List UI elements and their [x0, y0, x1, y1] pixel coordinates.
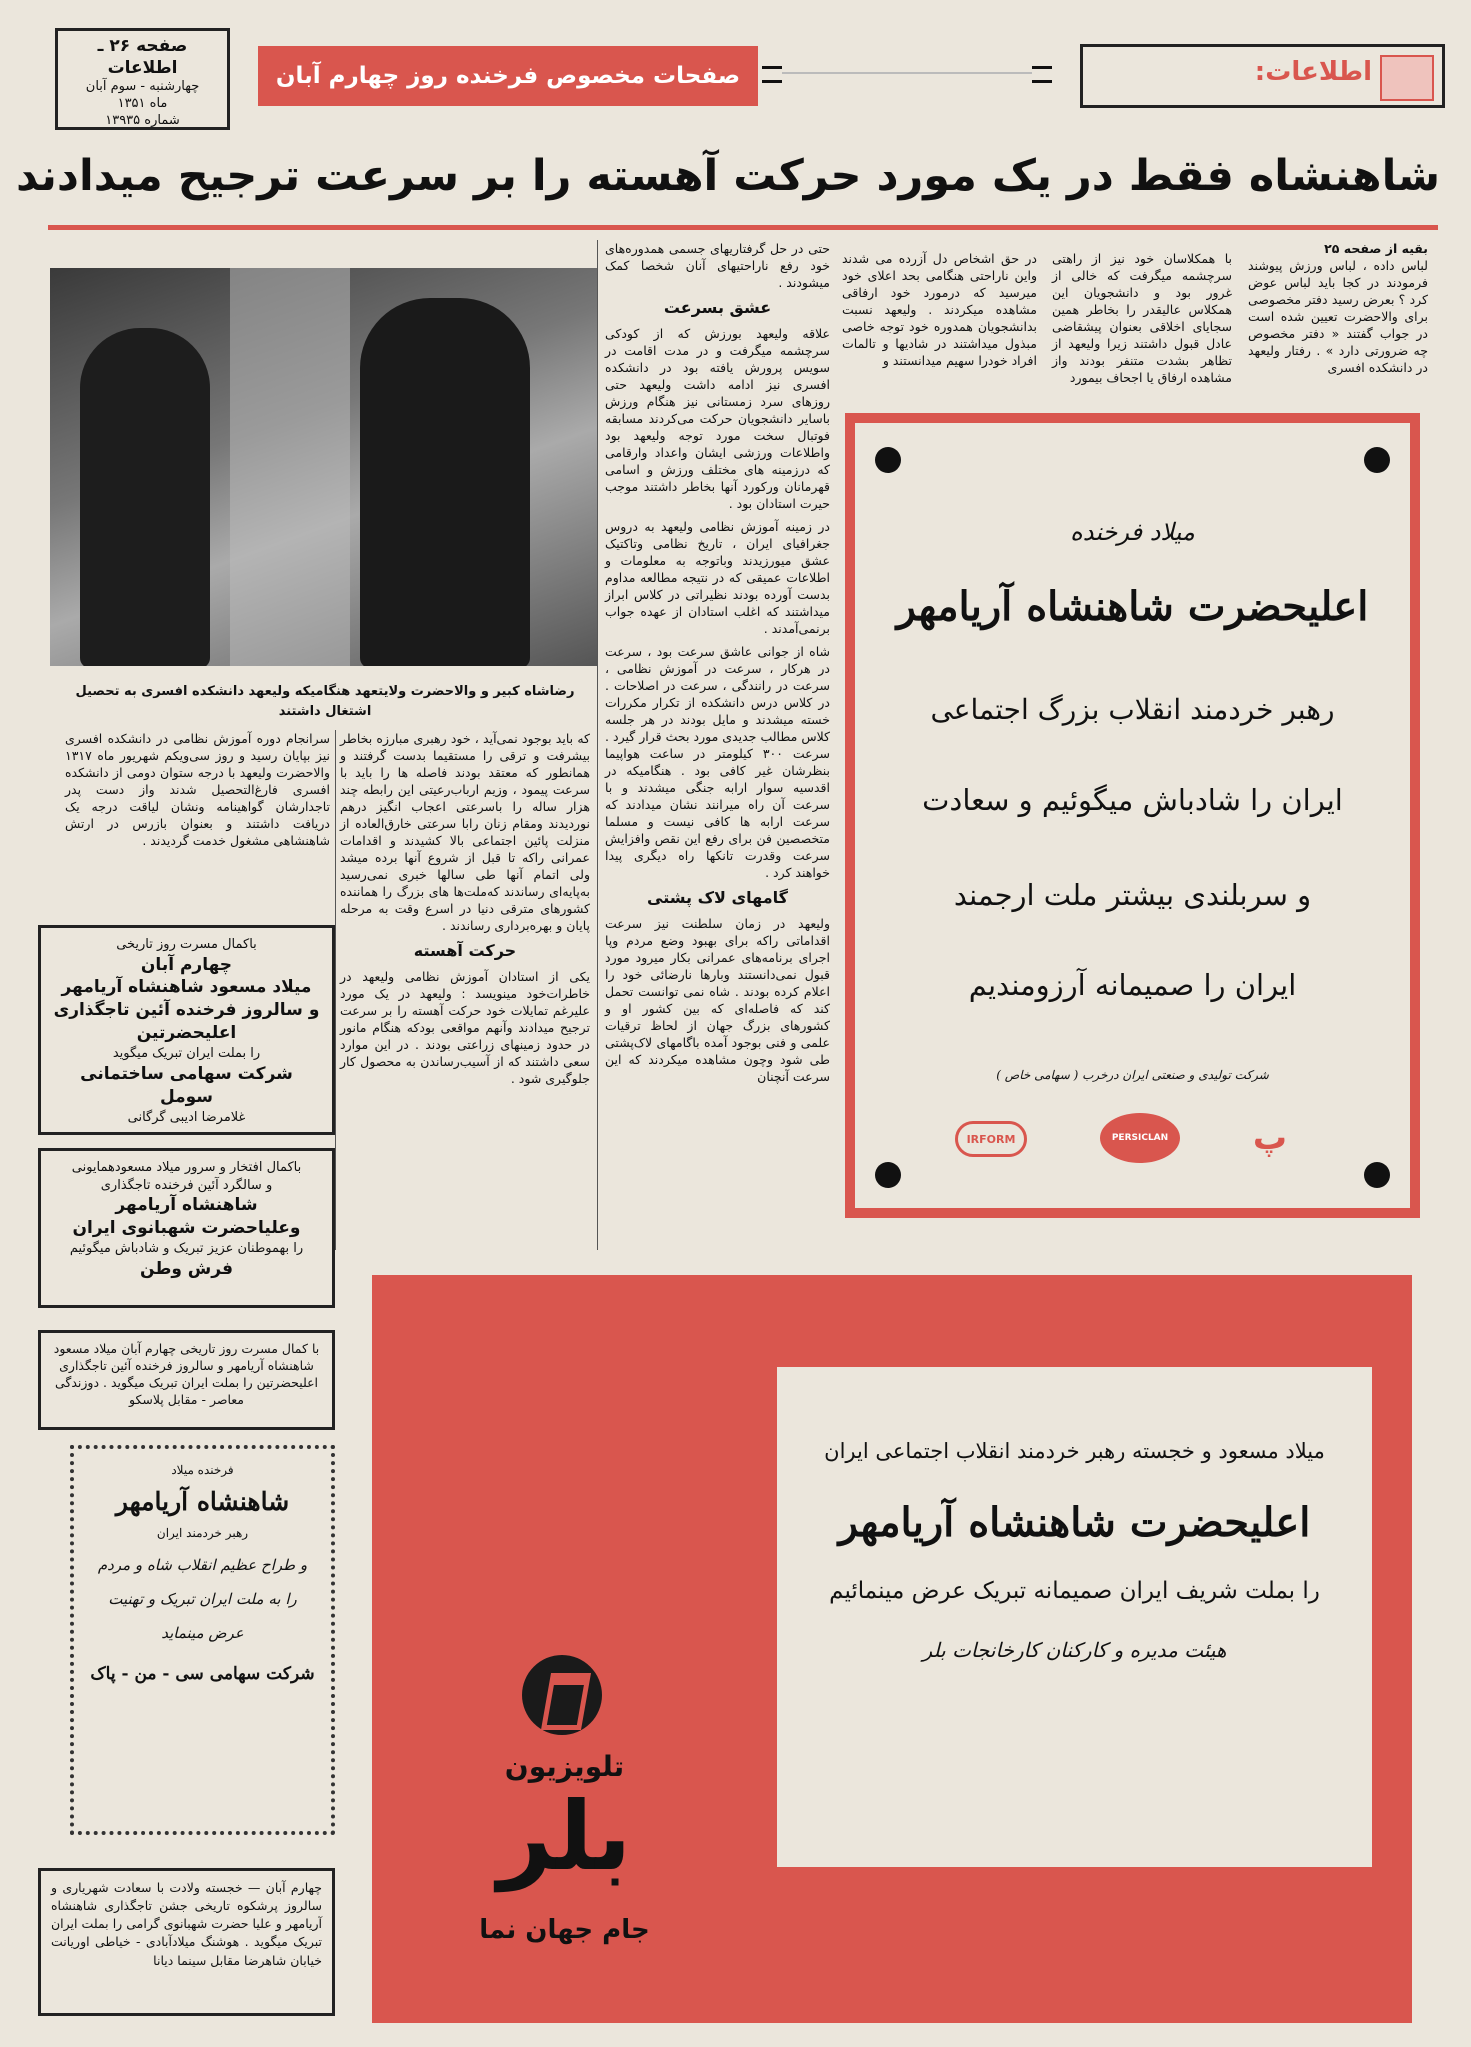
- bolt-icon: [1364, 1162, 1390, 1188]
- photo-tree: [230, 268, 350, 666]
- photo: [50, 268, 598, 666]
- ad-sumel-l1: چهارم آبان: [140, 954, 233, 975]
- article-col-e2-p2: یکی از استادان آموزش نظامی ولیعهد در خاطرات‌خود مینویسد : ولیعهد در یک مورد علیرغم تمایلات خود حرکت آهسته را بر سرعت ترجیح میدادند وآنهم مواقعی بودکه هنگام مانور در حدود زمینهای زراعتی بودند . در این موارد سعی داشتند که از آسیب‌رساندن به محصول کار جلوگیری شود .: [340, 968, 590, 1086]
- blair-logo-icon: [522, 1655, 602, 1735]
- photo-figure-left: [80, 328, 210, 666]
- bolt-icon: [875, 1162, 901, 1188]
- article-col-e2-p1: که باید بوجود نمی‌آید ، خود رهبری مبارزه بخاطر بیشرفت و ترقی را مستقیما بدست گرفتند و همانطور که معتقد بودند فاصله ها را باید با سرعت پیمود ، وزیم ارباب‌رعیتی این رابطه چند هزار ساله را باسرعتی اعجاب انگیز درهم نوردیدند ومقام زنان رابا سرعتی خارق‌العاده از منزلت پائین اجتماعی بالا کشیدند و اقدامات عمرانی راکه تا قبل از شروع آنها برده میشد ولی اتمام آنها طی سالها خبری نمی‌رسید به‌پایه‌ای رساندند که‌ملت‌ها های بزرگ را هماننده کشورهای مترقی دنیا در اسرع وقت به مرحله پایان و بهره‌برداری رساندند .: [340, 731, 590, 933]
- ad-center-line3: رهبر خردمند انقلاب بزرگ اجتماعی: [930, 693, 1335, 726]
- header-divider-left-2: [762, 80, 782, 83]
- ad-farsh-l1: و سالگرد آئین فرخنده تاجگذاری: [100, 1177, 273, 1193]
- photo-figure-right: [360, 298, 530, 666]
- ad-center-line6: ایران را صمیمانه آرزومندیم: [968, 968, 1297, 1002]
- ad-sumel-l2: میلاد مسعود شاهنشاه آریامهر: [61, 977, 312, 998]
- ad-sumel-l7: غلامرضا ادیبی گرگانی: [127, 1109, 246, 1125]
- ad-sumel-l6: شرکت سهامی ساختمانی سومل: [80, 1063, 293, 1107]
- column-rule-1: [597, 240, 598, 1250]
- header-divider-right: [1032, 66, 1052, 69]
- subhead-stamps: گامهای لاک پشتی: [647, 887, 788, 907]
- ad-center-line5: و سربلندی بیشتر ملت ارجمند: [953, 878, 1312, 912]
- ad-oriental-text: چهارم آبان — خجسته ولادت با سعادت شهریاری و سالروز پرشکوه تاریخی جشن تاجگذاری شاهنشاه آریامهر و علیا حضرت شهبانوی گرامی را بملت ایران تبریک میگوید . هوشنگ میلادآبادی - خیاطی اوریانت خیابان شاهرضا مقابل سینما دیانا: [51, 1880, 322, 1968]
- ad-center: [845, 413, 1420, 1218]
- ad-simanpak-l1: شاهنشاه آریامهر: [115, 1487, 290, 1516]
- header-divider-right-2: [1032, 80, 1052, 83]
- ad-simanpak-l0: فرخنده میلاد: [171, 1463, 234, 1477]
- ad-center-line4: ایران را شادباش میگوئیم و سعادت: [922, 783, 1343, 817]
- logo-irform: IRFORM: [955, 1121, 1027, 1157]
- page-info-box: [55, 28, 230, 130]
- brand-name: بلر: [497, 1782, 632, 1892]
- ad-sumel-l3: و سالروز فرخنده آئین تاجگذاری: [53, 1000, 320, 1021]
- ad-simanpak-l6: شرکت سهامی سی - من - پاک: [90, 1664, 315, 1684]
- paper-name-box: [1080, 44, 1445, 108]
- ad-center-line7: شرکت تولیدی و صنعتی ایران درخرب ( سهامی خاص ): [996, 1068, 1269, 1082]
- brand-slogan: جام جهان نما: [479, 1915, 650, 1945]
- ad-farsh-l2: شاهنشاه آریامهر: [115, 1195, 258, 1216]
- blair-logo-mark: [541, 1673, 591, 1730]
- article-col-d-p4: شاه از جوانی عاشق سرعت بود ، سرعت در هرکار ، سرعت در آموزش نظامی ، سرعت در رانندگی ، سرعت در اصلاحات . در کلاس درس دانشکده از تکرار مکررات خسته میشدند و مایل بودند در هر جلسه کلاس مطالب جدیدی مورد بحث قرار گیرد . سرعت ۳۰۰ کیلومتر در ساعت هواپیما بنظرشان غیر کافی بود . هنگامیکه در اقدسیه سوار ارابه جنگی میشدند و با سرعت آن راه میرانند نشان میدادند که سرعت ارابه ها کافی نیست و مسلما متخصصین فن برای رفع این نقص وافزایش سرعت وقدرت تانکها راه دیگری پیدا خواهند کرد .: [605, 643, 830, 880]
- article-col-d-p2: علاقه ولیعهد بورزش که از کودکی سرچشمه میگرفت و در مدت اقامت در سویس پرورش یافته بود در دانشکده افسری نیز ادامه داشت ولیعهد حتی روزهای سرد زمستانی نیز هنگام ورزش باسایر دانشجویان حرکت می‌کردند مسابقه فوتبال سخت مورد توجه ولیعهد بود واطلاعات ورزشی ایشان واعداد وارقامی که درزمینه های مختلف ورزش و اسامی قهرمانان ورکورد آنها بخاطر داشتند موجب حیرت استادان بود .: [605, 325, 830, 511]
- bolt-icon: [875, 447, 901, 473]
- column-rule-2: [335, 730, 336, 1250]
- ad-box-oriental: [38, 1868, 335, 2016]
- headline-rule: [48, 225, 1438, 230]
- issue-month: ماه ۱۳۵۱: [117, 96, 168, 112]
- header-rule: [782, 72, 1032, 74]
- article-col-c: در حق اشخاص دل آزرده می شدند واین ناراحتی هنگامی بحد اعلای خود میرسید که درمورد خود ارفاقی مشاهده میکردند . ولیعهد نسبت بدانشجویان همدوره خود توجه خاصی مبذول میداشتند در شادیها و تالمات افراد خودرا سهیم میدانستند و: [842, 251, 1037, 368]
- brand-sub: تلویزیون: [504, 1750, 625, 1783]
- section-banner: صفحات مخصوص فرخنده روز چهارم آبان: [258, 46, 758, 106]
- article-col-d: [605, 240, 830, 1255]
- ad-farsh-l5: فرش وطن: [140, 1258, 233, 1279]
- photo-caption: رضاشاه کبیر و والاحضرت ولایتعهد هنگامیکه ولیعهد دانشکده افسری به تحصیل اشتغال داشتند: [75, 684, 575, 719]
- ad-simanpak-l3: و طراح عظیم انقلاب شاه و مردم: [97, 1556, 308, 1574]
- article-col-a-text: لباس داده ، لباس ورزش پیوشند فرمودند در کجا باید لباس عوض کرد ؟ بعرض رسید دفتر مخصوصی برای والاحضرت تعیین شده است در جواب گفتند « دفتر مخصوص چه ضرورتی دارد » . رفتار ولیعهد در دانشکده افسری: [1248, 258, 1428, 375]
- ad-center-line1: میلاد فرخنده: [1070, 518, 1195, 546]
- ad-farsh-l4: را بهموطنان عزیز تبریک و شادباش میگوئیم: [69, 1240, 304, 1256]
- ad-bottom-line3: را بملت شریف ایران صمیمانه تبریک عرض مینمائیم: [829, 1578, 1320, 1604]
- ad-bottom-panel: [777, 1367, 1372, 1867]
- ad-farsh-l0: باکمال افتخار و سرور میلاد مسعودهمایونی: [71, 1160, 302, 1175]
- article-col-e1: سرانجام دوره آموزش نظامی در دانشکده افسری نیز بپایان رسید و روز سی‌ویکم شهریور ماه ۱۳۱۷ والاحضرت ولیعهد با درجه ستوان دومی از دانشکده افسری فارغ‌التحصیل شدند واز دست پدر تاجدارشان گواهینامه ونشان لیاقت درجه یک دریافت داشتند و بعنوان بازرس در ارتش شاهنشاهی مشغول خدمت گردیدند .: [65, 731, 330, 848]
- ad-box-simanpak: [70, 1445, 335, 1835]
- subhead-speed: عشق بسرعت: [663, 298, 772, 317]
- article-col-e2: [340, 730, 590, 1250]
- ad-sumel-l4: اعلیحضرتین: [136, 1023, 237, 1044]
- subhead-slow: حرکت آهسته: [413, 941, 517, 960]
- issue-date: چهارشنبه - سوم آبان: [85, 79, 200, 95]
- ad-box-sumel: [38, 925, 335, 1135]
- ad-box-farsh: [38, 1148, 335, 1308]
- article-col-d-p5: ولیعهد در زمان سلطنت نیز سرعت اقداماتی راکه برای بهبود وضع مردم وپا اجرای برنامه‌های عمرانی بکار میرود مورد قبول نمی‌دانستند وبارها نارضائی خود را اعلام کرده بودند . شاه نمی توانست تحمل کند که فاصله‌ای که بین کشور او و کشورهای بزرگ جهان از لحاظ ترقیات علمی و فنی بوجود آمده باگامهای لاک‌پشتی طی شود وچون مشاهده میکردند که این سرعت آنچنان: [605, 915, 830, 1084]
- ad-simanpak-l2: رهبر خردمند ایران: [156, 1526, 249, 1540]
- header-divider-left: [762, 66, 782, 69]
- ad-simanpak-l5: عرض مینماید: [161, 1624, 244, 1642]
- ad-simanpak-l4: را به ملت ایران تبریک و تهنیت: [108, 1590, 297, 1608]
- ad-bottom-line2: اعلیحضرت شاهنشاه آریامهر: [838, 1499, 1311, 1546]
- article-col-a: [1248, 240, 1428, 380]
- paper-logo-icon: [1380, 55, 1434, 101]
- paper-name: اطلاعات:: [1254, 57, 1372, 87]
- bolt-icon: [1364, 447, 1390, 473]
- ad-sumel-l5: را بملت ایران تبریک میگوید: [112, 1046, 261, 1062]
- ad-bottom: [372, 1275, 1412, 2023]
- logo-persiclan: PERSICLAN: [1100, 1113, 1180, 1163]
- logo-pars: پ: [1252, 1118, 1288, 1158]
- ad-box-tailoring: [38, 1330, 335, 1430]
- article-col-b: با همکلاسان خود نیز از راهتی سرچشمه میگرفت که خالی از غرور بود و دانشجویان این همکلاس عالیقدر را بخاطر همین سجایای اخلاقی بعنوان پیشقاضی عادل قبول داشتند زیرا ولیعهد از تظاهر بشدت متنفر بودند واز مشاهده ارفاق یا اجحاف بیمورد: [1052, 251, 1232, 385]
- ad-tailoring-text: با کمال مسرت روز تاریخی چهارم آبان میلاد مسعود شاهنشاه آریامهر و سالروز فرخنده آئین تاجگذاری اعلیحضرتین را بملت ایران تبریک میگوید . دوزندگی معاصر - مقابل پلاسکو: [53, 1341, 320, 1407]
- article-col-d-p1: حتی در حل گرفتاریهای جسمی همدوره‌های خود رفع ناراحتیهای آنان شخصا کمک میشودند .: [605, 241, 830, 290]
- ad-center-line2: اعلیحضرت شاهنشاه آریامهر: [896, 583, 1369, 630]
- ad-farsh-l3: وعلیاحضرت شهبانوی ایران: [72, 1218, 301, 1239]
- page-number: صفحه ۲۶ ـ اطلاعات: [97, 36, 188, 79]
- article-col-d-p3: در زمینه آموزش نظامی ولیعهد به دروس جغرافیای ایران ، تاریخ نظامی وتاکتیک عشق میورزیدند وباتوجه به معلومات و اطلاعات عمیقی که در نتیجه مطالعه مداوم بدست آورده بودند نظیراتی در کلاس ابراز میداشتند که اغلب استادان از عهده جواب برنمی‌آمدند .: [605, 518, 830, 636]
- ad-bottom-line4: هیئت مدیره و کارکنان کارخانجات بلر: [922, 1638, 1227, 1662]
- ad-bottom-line1: میلاد مسعود و خجسته رهبر خردمند انقلاب اجتماعی ایران: [824, 1439, 1325, 1463]
- continued-label: بقیه از صفحه ۲۵: [1324, 241, 1428, 256]
- headline: شاهنشاه فقط در یک مورد حرکت آهسته را بر سرعت ترجیح میدادند: [15, 151, 1440, 201]
- ad-sumel-l0: باکمال مسرت روز تاریخی: [116, 937, 257, 952]
- issue-number: شماره ۱۳۹۳۵: [105, 112, 180, 128]
